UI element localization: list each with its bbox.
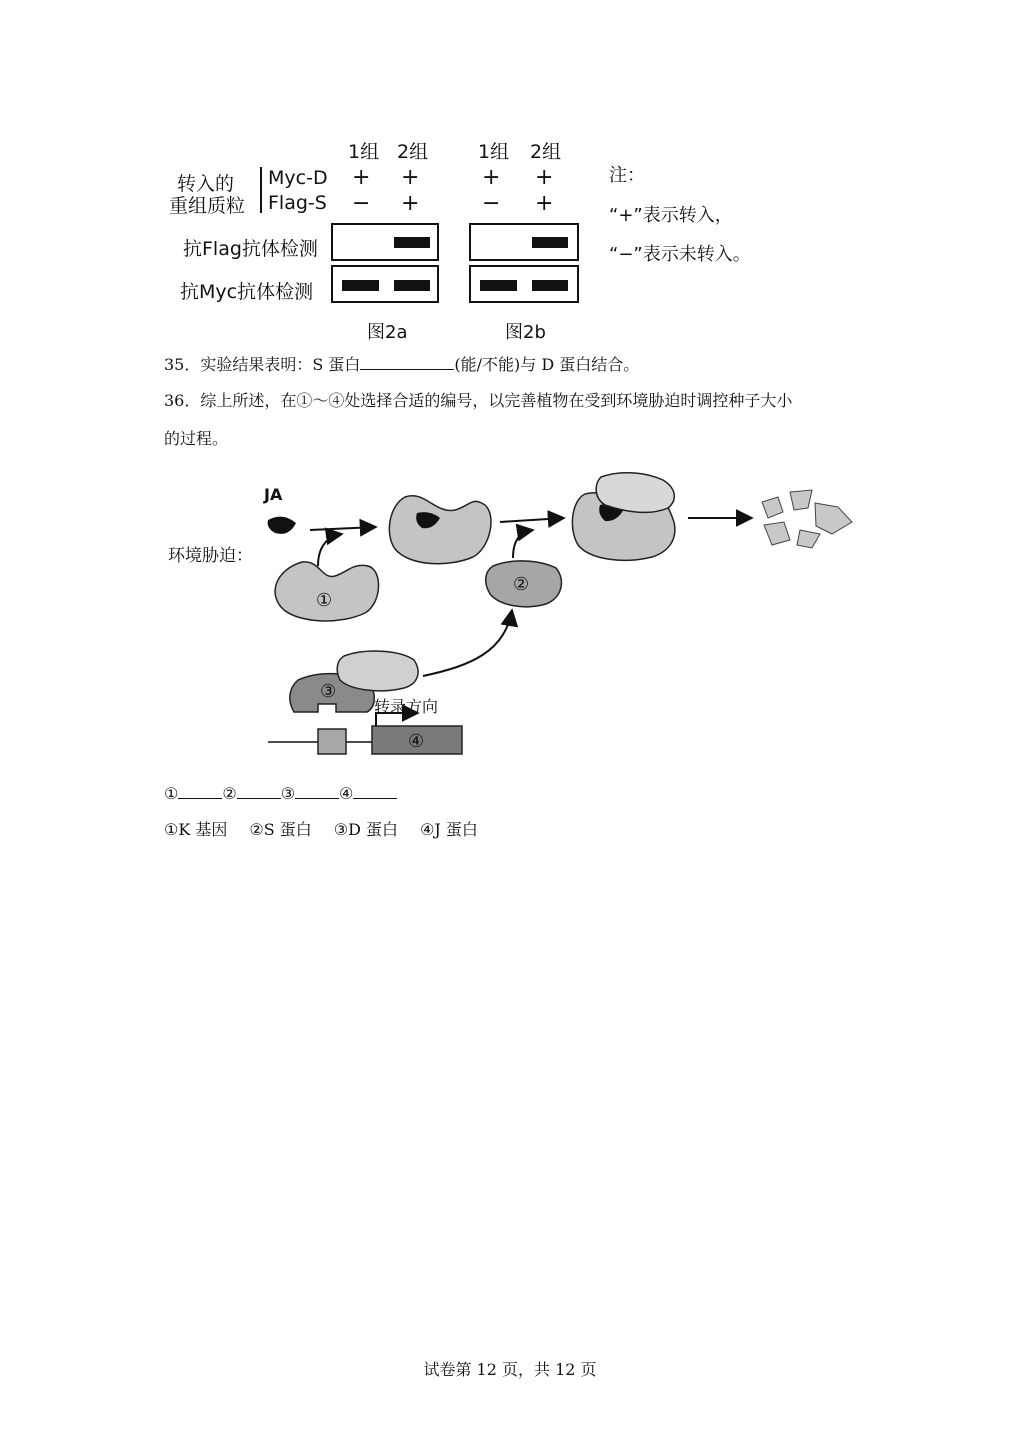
band-flag-a2 (394, 237, 430, 248)
complex-2-cap (596, 473, 674, 513)
caption-2b: 图2b (505, 322, 546, 343)
stress-label: 环境胁迫： (168, 546, 253, 566)
note-line-minus: “−”表示未转入。 (609, 244, 751, 265)
q36-line1: 36．综上所述，在①～④处选择合适的编号，以完善植物在受到环境胁迫时调控种子大小 (164, 391, 793, 410)
arrow-to-complex-1 (310, 527, 376, 530)
promoter-box (318, 729, 346, 754)
sign-myc-a1: + (352, 165, 371, 190)
option-2: ②S 蛋白 (249, 820, 312, 839)
answer-blank-2[interactable] (237, 782, 281, 799)
marker-1: ① (316, 590, 333, 611)
page-footer: 试卷第 12 页，共 12 页 (423, 1360, 597, 1379)
group-header-a1: 1组 (348, 141, 380, 163)
sign-myc-a2: + (401, 165, 420, 190)
answer-blank-1[interactable] (178, 782, 222, 799)
sign-flag-a1: − (352, 191, 371, 216)
sign-myc-b1: + (482, 165, 501, 190)
question-35 (164, 353, 639, 375)
plasmid-myc-d: Myc-D (268, 167, 328, 189)
group-header-b1: 1组 (478, 141, 510, 163)
sign-flag-b1: − (482, 191, 501, 216)
band-myc-b2 (532, 280, 568, 291)
expression-arrow (423, 610, 512, 676)
sign-flag-a2: + (401, 191, 420, 216)
blank-marker-4: ④ (339, 784, 354, 803)
q35-suffix: (能/不能)与 D 蛋白结合。 (454, 355, 640, 374)
answer-blank-4[interactable] (353, 782, 397, 799)
blank-marker-2: ② (222, 784, 237, 803)
band-myc-a2 (394, 280, 430, 291)
transcription-direction-label: 转录方向 (374, 697, 439, 716)
option-list (164, 820, 478, 840)
flag-detect-label: 抗Flag抗体检测 (183, 238, 318, 260)
band-myc-b1 (480, 280, 517, 291)
protein-3-partner (337, 651, 418, 691)
answer-blank-3[interactable] (295, 782, 339, 799)
caption-2a: 图2a (367, 322, 408, 343)
binding-arrow-2 (513, 530, 533, 558)
group-header-b2: 2组 (530, 141, 562, 163)
marker-3: ③ (320, 681, 337, 702)
plasmid-flag-s: Flag-S (268, 192, 327, 214)
sign-flag-b2: + (535, 191, 554, 216)
degraded-fragments (762, 490, 852, 548)
myc-detect-label: 抗Myc抗体检测 (180, 281, 314, 303)
note-title: 注： (609, 165, 645, 186)
band-myc-a1 (342, 280, 379, 291)
q35-prefix: 35．实验结果表明：S 蛋白 (164, 355, 361, 374)
band-flag-b2 (532, 237, 568, 248)
row-title-line1: 转入的 (177, 173, 235, 195)
ja-label: JA (264, 485, 283, 504)
arrow-to-complex-2 (500, 518, 564, 522)
note-line-plus: “+”表示转入， (609, 205, 733, 226)
option-3: ③D 蛋白 (333, 820, 399, 839)
blank-marker-1: ① (164, 784, 179, 803)
marker-2: ② (513, 574, 530, 595)
q36-line2: 的过程。 (164, 429, 229, 448)
row-title-bracket (260, 167, 262, 213)
sign-myc-b2: + (535, 165, 554, 190)
q35-answer-blank[interactable] (360, 353, 454, 370)
option-1: ①K 基因 (164, 820, 228, 839)
ja-molecule (268, 517, 296, 534)
answer-blanks (164, 782, 397, 804)
blank-marker-3: ③ (280, 784, 296, 803)
option-4: ④J 蛋白 (420, 820, 478, 839)
complex-1 (389, 496, 491, 564)
row-title-line2: 重组质粒 (169, 195, 246, 217)
mechanism-diagram (0, 470, 1020, 760)
group-header-a2: 2组 (397, 141, 429, 163)
marker-4: ④ (408, 731, 425, 752)
binding-arrow-1 (318, 534, 342, 566)
